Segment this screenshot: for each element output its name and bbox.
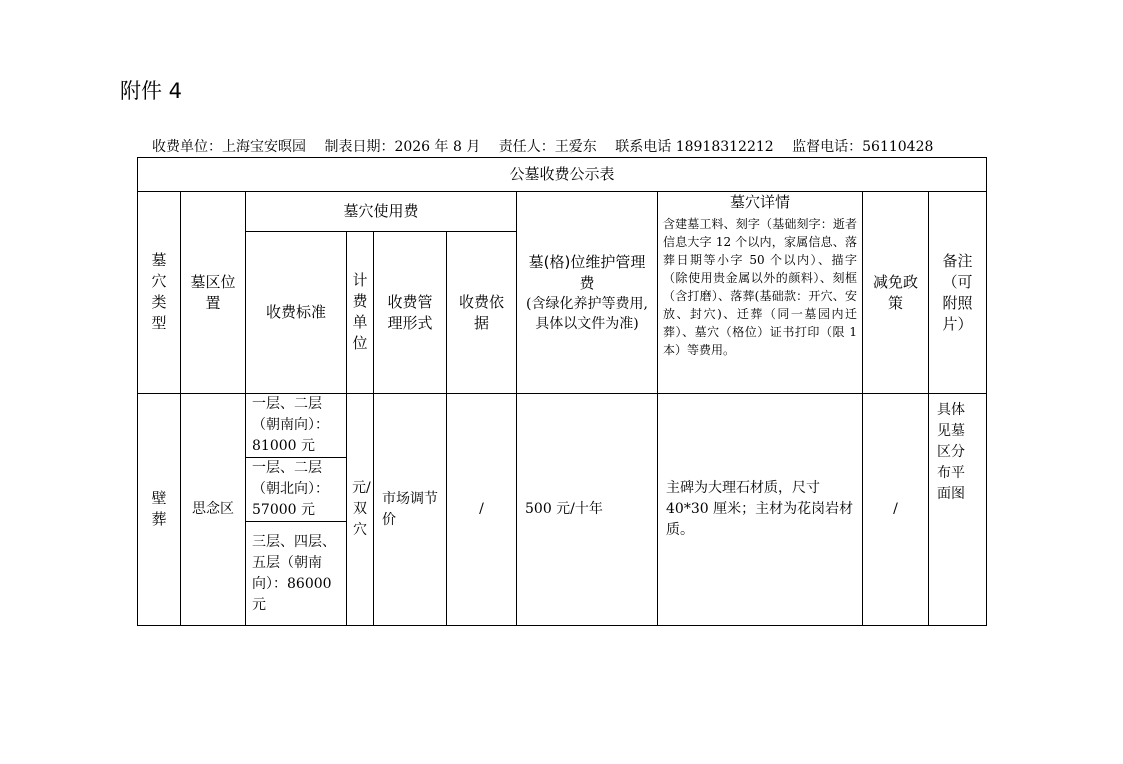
header-remark: 备注（可附照片） <box>929 192 987 394</box>
header-area: 墓区位置 <box>181 192 246 394</box>
cell-mgmt-form: 市场调节价 <box>374 394 447 626</box>
header-usage-fee: 墓穴使用费 <box>246 192 517 232</box>
charge-unit: 收费单位：上海宝安暝园 <box>152 139 306 155</box>
cell-area: 思念区 <box>181 394 246 626</box>
cell-remark: 具体见墓区分布平面图 <box>929 394 987 626</box>
supervision-phone: 监督电话：56110428 <box>792 139 934 155</box>
cell-reduction: / <box>863 394 929 626</box>
cell-tier: 一层、二层（朝北向）：57000 元 <box>246 458 347 522</box>
header-standard: 收费标准 <box>246 232 347 394</box>
fee-table <box>137 157 987 626</box>
info-line <box>152 136 933 156</box>
attachment-label: 附件 4 <box>120 79 183 103</box>
header-unit: 计费单位 <box>347 232 374 394</box>
header-reduction: 减免政策 <box>863 192 929 394</box>
cell-maint-fee: 500 元/十年 <box>517 394 658 626</box>
responsible-person: 责任人：王爱东 <box>498 139 597 155</box>
header-maint-fee: 墓(格)位维护管理费 (含绿化养护等费用,具体以文件为准) <box>517 192 658 394</box>
header-grave-type: 墓穴类型 <box>138 192 181 394</box>
table-date: 制表日期：2026 年 8 月 <box>324 139 481 155</box>
cell-detail: 主碑为大理石材质，尺寸 40*30 厘米；主材为花岗岩材质。 <box>658 394 863 626</box>
cell-tier: 三层、四层、五层（朝南向）：86000 元 <box>246 522 347 626</box>
header-mgmt-form: 收费管理形式 <box>374 232 447 394</box>
contact-phone: 联系电话 18918312212 <box>615 139 774 155</box>
cell-tier: 一层、二层（朝南向）：81000 元 <box>246 394 347 458</box>
header-detail: 墓穴详情 含建墓工料、刻字（基础刻字：逝者信息大字 12 个以内，家属信息、落葬日期等小字 50 个以内）、描字（除使用贵金属以外的颜料）、刻框（含打磨）、落葬(基础款：开穴、安放、封穴)、迁葬（同一墓园内迁葬）、墓穴（格位）证书打印（限 1 本）等费用。 <box>658 192 863 394</box>
cell-unit: 元/双穴 <box>347 394 374 626</box>
cell-grave-type: 壁葬 <box>138 394 181 626</box>
header-basis: 收费依据 <box>447 232 517 394</box>
table-title: 公墓收费公示表 <box>138 158 987 192</box>
cell-basis: / <box>447 394 517 626</box>
